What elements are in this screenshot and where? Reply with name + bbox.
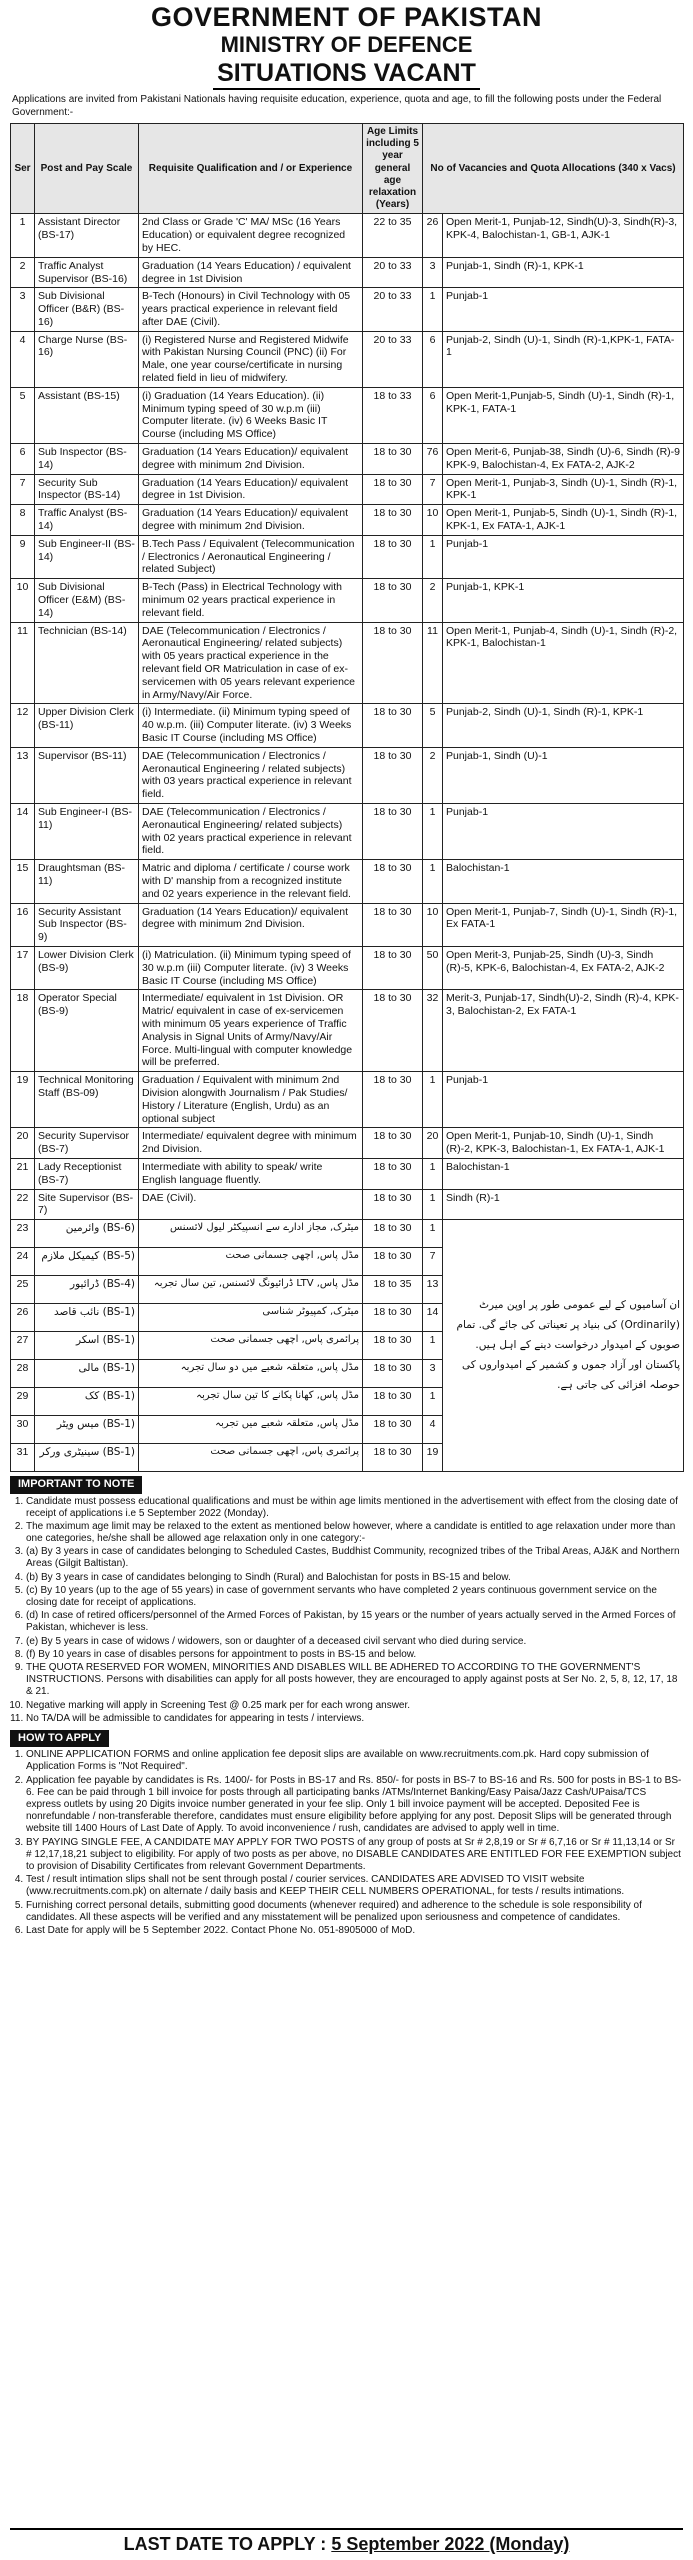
table-row	[11, 387, 684, 443]
list-item: 3. BY PAYING SINGLE FEE, A CANDIDATE MAY APPLY FOR TWO POSTS of any group of posts at Sr # 2,8,19 or Sr # 6,7,16 or Sr # 11,13,14 or Sr # 12,17,18,21 subject to eligibility. For apply of two posts as per above, no DISABLE CANDIDATES ARE ENTITLED FOR FEE EXEMPTION subject to provision of Disability Certificates from relevant Government Departments.	[26, 1837, 683, 1874]
row-vacancies: 19	[423, 1444, 443, 1472]
row-ser: 25	[11, 1276, 35, 1304]
row-vacancies: 3	[423, 257, 443, 288]
row-post: Assistant (BS-15)	[35, 387, 139, 443]
row-age: 18 to 30	[363, 1360, 423, 1388]
row-vacancies: 6	[423, 331, 443, 387]
table-row	[11, 1158, 684, 1189]
row-post: Upper Division Clerk (BS-11)	[35, 704, 139, 747]
row-age: 18 to 30	[363, 1189, 423, 1220]
row-qualification: Intermediate with ability to speak/ write English language fluently.	[139, 1158, 363, 1189]
row-age: 18 to 30	[363, 1220, 423, 1248]
row-post: Sub Inspector (BS-14)	[35, 444, 139, 475]
row-age: 18 to 30	[363, 474, 423, 505]
row-vacancies: 7	[423, 474, 443, 505]
row-age: 18 to 33	[363, 387, 423, 443]
row-quota: Punjab-1	[443, 535, 684, 578]
row-age: 18 to 30	[363, 903, 423, 946]
government-title: GOVERNMENT OF PAKISTAN	[150, 2, 542, 32]
row-ser: 12	[11, 704, 35, 747]
table-row	[11, 444, 684, 475]
row-age: 18 to 30	[363, 1248, 423, 1276]
table-row	[11, 903, 684, 946]
row-ser: 23	[11, 1220, 35, 1248]
list-item: 11. No TA/DA will be admissible to candidates for appearing in tests / interviews.	[26, 1713, 683, 1725]
situations-vacant-title: SITUATIONS VACANT	[213, 58, 480, 90]
row-age: 18 to 30	[363, 579, 423, 622]
row-post: (BS-4) ڈرائیور	[35, 1276, 139, 1304]
list-item: 9. THE QUOTA RESERVED FOR WOMEN, MINORITIES AND DISABLES WILL BE ADHERED TO ACCORDING TO THE GOVERNMENT'S INSTRUCTIONS. Persons with disabilities can apply for all posts however, they are encouraged to apply against posts at Ser No. 2, 5, 8, 12, 17, 18 & 21.	[26, 1662, 683, 1699]
row-ser: 15	[11, 860, 35, 903]
row-qualification: 2nd Class or Grade 'C' MA/ MSc (16 Years Education) or equivalent degree recognized by HEC.	[139, 214, 363, 257]
row-qualification: (i) Registered Nurse and Registered Midwife with Pakistan Nursing Council (PNC) (ii) For Male, one year course/certificate in nursing related field in lieu of midwifery.	[139, 331, 363, 387]
row-vacancies: 26	[423, 214, 443, 257]
table-row	[11, 747, 684, 803]
row-post: Supervisor (BS-11)	[35, 747, 139, 803]
list-item: 7. (e) By 5 years in case of widows / widowers, son or daughter of a deceased civil servant who died during service.	[26, 1636, 683, 1648]
table-row	[11, 1189, 684, 1220]
row-age: 18 to 30	[363, 990, 423, 1072]
row-ser: 9	[11, 535, 35, 578]
table-row	[11, 579, 684, 622]
row-ser: 29	[11, 1388, 35, 1416]
row-vacancies: 32	[423, 990, 443, 1072]
row-post: (BS-1) مالی	[35, 1360, 139, 1388]
table-row	[11, 288, 684, 331]
row-age: 18 to 30	[363, 704, 423, 747]
table-row	[11, 1128, 684, 1159]
row-qualification: میٹرک, کمپیوٹر شناسی	[139, 1304, 363, 1332]
row-qualification: DAE (Telecommunication / Electronics / Aeronautical Engineering/ related subjects) with 05 years practical experience in the relevant field OR Matriculation in case of ex-servicemen with 05 years relevant experience in Army/Navy/Air Force.	[139, 622, 363, 704]
row-qualification: Graduation (14 Years Education)/ equivalent degree in 1st Division.	[139, 474, 363, 505]
row-post: Security Assistant Sub Inspector (BS-9)	[35, 903, 139, 946]
ministry-title: MINISTRY OF DEFENCE	[220, 32, 473, 57]
row-age: 18 to 30	[363, 535, 423, 578]
notes-title: IMPORTANT TO NOTE	[10, 1476, 142, 1493]
row-quota: Punjab-1, Sindh (U)-1	[443, 747, 684, 803]
table-row	[11, 860, 684, 903]
row-ser: 14	[11, 803, 35, 859]
row-age: 20 to 33	[363, 288, 423, 331]
notes-list	[26, 1496, 683, 1725]
row-ser: 16	[11, 903, 35, 946]
row-post: Lady Receptionist (BS-7)	[35, 1158, 139, 1189]
row-post: Sub Divisional Officer (B&R) (BS-16)	[35, 288, 139, 331]
row-quota: Open Merit-1, Punjab-7, Sindh (U)-1, Sindh (R)-1, Ex FATA-1	[443, 903, 684, 946]
row-ser: 27	[11, 1332, 35, 1360]
row-vacancies: 1	[423, 535, 443, 578]
row-vacancies: 1	[423, 803, 443, 859]
row-vacancies: 2	[423, 747, 443, 803]
row-ser: 1	[11, 214, 35, 257]
row-post: (BS-1) سینیٹری ورکر	[35, 1444, 139, 1472]
row-vacancies: 1	[423, 1332, 443, 1360]
row-quota: Open Merit-1, Punjab-12, Sindh(U)-3, Sindh(R)-3, KPK-4, Balochistan-1, GB-1, AJK-1	[443, 214, 684, 257]
row-qualification: مڈل پاس, متعلقہ شعبے میں دو سال تجربہ	[139, 1360, 363, 1388]
row-post: Technician (BS-14)	[35, 622, 139, 704]
row-qualification: Graduation (14 Years Education)/ equivalent degree with minimum 2nd Division.	[139, 444, 363, 475]
last-date-footer	[10, 2528, 683, 2556]
row-age: 18 to 30	[363, 622, 423, 704]
row-qualification: Graduation (14 Years Education)/ equivalent degree with minimum 2nd Division.	[139, 505, 363, 536]
list-item: 5. Furnishing correct personal details, submitting good documents (whenever required) and adherence to the schedule is sole responsibility of candidates. All these aspects will be verified and any misstatement will be penalized upon seriousness and competence of candidates.	[26, 1900, 683, 1924]
row-post: Security Supervisor (BS-7)	[35, 1128, 139, 1159]
row-vacancies: 1	[423, 288, 443, 331]
row-age: 18 to 30	[363, 1128, 423, 1159]
row-age: 18 to 30	[363, 1416, 423, 1444]
row-age: 18 to 30	[363, 747, 423, 803]
row-qualification: (i) Graduation (14 Years Education). (ii) Minimum typing speed of 30 w.p.m (iii) Computer literate. (iv) 6 Weeks Basic IT Course (including MS Office)	[139, 387, 363, 443]
table-row	[11, 803, 684, 859]
list-item: 10. Negative marking will apply in Screening Test @ 0.25 mark per for each wrong answer.	[26, 1700, 683, 1712]
row-vacancies: 1	[423, 1189, 443, 1220]
list-item: 2. Application fee payable by candidates is Rs. 1400/- for Posts in BS-17 and Rs. 850/- for posts in BS-7 to BS-16 and Rs. 500 for posts in BS-1 to BS-6. Fee can be paid through 1 bill invoice for posts through all participating banks /ATMs/Internet Banking/Easy Paisa/Jazz Cash/UPaisa/TCS express outlets by using 20 Digits invoice number generated in your fee slip. Only 1 bill invoice payment will be accepted. Deposited Fee is nonrefundable / non-transferable therefore, candidates must ensure eligibility before applying for any post. Deposit Slips will be generated through website till 1400 Hours of Last Date of Apply. To avoid inconvenience / rush, candidates are advised to apply well in time.	[26, 1775, 683, 1836]
row-qualification: B-Tech (Honours) in Civil Technology with 05 years practical experience in relevant field after DAE (Civil).	[139, 288, 363, 331]
header	[10, 0, 683, 90]
row-ser: 7	[11, 474, 35, 505]
row-age: 18 to 30	[363, 946, 423, 989]
row-post: Assistant Director (BS-17)	[35, 214, 139, 257]
list-item: 8. (f) By 10 years in case of disables persons for appointment to posts in BS-15 and below.	[26, 1649, 683, 1661]
row-age: 18 to 30	[363, 444, 423, 475]
row-vacancies: 1	[423, 1158, 443, 1189]
row-ser: 18	[11, 990, 35, 1072]
last-date-value: 5 September 2022 (Monday)	[331, 2534, 570, 2555]
row-post: Security Sub Inspector (BS-14)	[35, 474, 139, 505]
row-qualification: Graduation (14 Years Education)/ equivalent degree with minimum 2nd Division.	[139, 903, 363, 946]
table-row	[11, 622, 684, 704]
list-item: 6. (d) In case of retired officers/personnel of the Armed Forces of Pakistan, by 15 years or the number of years actually served in the Armed Forces of Pakistan, whichever is less.	[26, 1610, 683, 1634]
row-quota: Punjab-2, Sindh (U)-1, Sindh (R)-1, KPK-1	[443, 704, 684, 747]
table-row	[11, 505, 684, 536]
list-item: 4. Test / result intimation slips shall not be sent through postal / courier services. CANDIDATES ARE ADVISED TO VISIT website (www.recruitments.com.pk) on alternate / daily basis and KEEP THEIR CELL NUMBERS OPERATIONAL, for tests / results intimations.	[26, 1874, 683, 1898]
row-quota: Punjab-1	[443, 803, 684, 859]
row-ser: 30	[11, 1416, 35, 1444]
row-post: Lower Division Clerk (BS-9)	[35, 946, 139, 989]
row-qualification: Intermediate/ equivalent degree with minimum 2nd Division.	[139, 1128, 363, 1159]
header-post: Post and Pay Scale	[35, 124, 139, 214]
table-row	[11, 214, 684, 257]
row-quota: Open Merit-6, Punjab-38, Sindh (U)-6, Sindh (R)-9 KPK-9, Balochistan-4, Ex FATA-2, AJK-2	[443, 444, 684, 475]
row-quota: Open Merit-1, Punjab-3, Sindh (U)-1, Sindh (R)-1, KPK-1	[443, 474, 684, 505]
row-age: 18 to 30	[363, 1304, 423, 1332]
row-age: 18 to 30	[363, 860, 423, 903]
row-qualification: Graduation (14 Years Education) / equivalent degree in 1st Division	[139, 257, 363, 288]
list-item: 1. ONLINE APPLICATION FORMS and online application fee deposit slips are available on www.recruitments.com.pk. Hard copy submission of Application Forms is "Not Required".	[26, 1749, 683, 1773]
row-vacancies: 10	[423, 505, 443, 536]
row-age: 18 to 30	[363, 1158, 423, 1189]
row-ser: 10	[11, 579, 35, 622]
row-vacancies: 2	[423, 579, 443, 622]
row-quota: Balochistan-1	[443, 1158, 684, 1189]
row-qualification: Intermediate/ equivalent in 1st Division. OR Matric/ equivalent in case of ex-servicemen with minimum 05 years experience of Traffic Analysis in Signal Units of Army/Navy/Air Force. Multi-lingual with computer knowledge will be preferred.	[139, 990, 363, 1072]
apply-list	[26, 1749, 683, 1937]
row-ser: 19	[11, 1072, 35, 1128]
row-age: 20 to 33	[363, 331, 423, 387]
row-ser: 13	[11, 747, 35, 803]
row-age: 22 to 35	[363, 214, 423, 257]
row-quota: Balochistan-1	[443, 860, 684, 903]
row-post: (BS-1) کک	[35, 1388, 139, 1416]
row-vacancies: 6	[423, 387, 443, 443]
row-qualification: DAE (Telecommunication / Electronics / Aeronautical Engineering / related subjects) with 03 years practical experience in relevant field.	[139, 747, 363, 803]
row-post: Operator Special (BS-9)	[35, 990, 139, 1072]
urdu-quota-note: ان آسامیوں کے لیے عمومی طور پر اوپن میرٹ (Ordinarily) کی بنیاد پر تعیناتی کی جائے گی. تمام صوبوں کے امیدوار درخواست دینے کے اہل ہیں. پاکستان اور آزاد جموں و کشمیر کے امیدواروں کی حوصلہ افزائی کی جاتی ہے.	[443, 1220, 684, 1472]
row-post: Technical Monitoring Staff (BS-09)	[35, 1072, 139, 1128]
table-row	[11, 1220, 684, 1248]
row-vacancies: 1	[423, 860, 443, 903]
row-vacancies: 7	[423, 1248, 443, 1276]
table-row	[11, 474, 684, 505]
row-qualification: Graduation / Equivalent with minimum 2nd Division alongwith Journalism / Pak Studies/ History / Literature (English, Urdu) as an optional subject	[139, 1072, 363, 1128]
apply-title: HOW TO APPLY	[10, 1730, 109, 1747]
row-vacancies: 1	[423, 1388, 443, 1416]
row-quota: Punjab-1, KPK-1	[443, 579, 684, 622]
row-ser: 3	[11, 288, 35, 331]
row-quota: Open Merit-3, Punjab-25, Sindh (U)-3, Sindh (R)-5, KPK-6, Balochistan-4, Ex FATA-2, AJK-2	[443, 946, 684, 989]
row-age: 18 to 30	[363, 1072, 423, 1128]
row-quota: Punjab-1	[443, 288, 684, 331]
row-ser: 11	[11, 622, 35, 704]
row-vacancies: 3	[423, 1360, 443, 1388]
row-post: Sub Engineer-I (BS-11)	[35, 803, 139, 859]
row-quota: Punjab-1	[443, 1072, 684, 1128]
row-vacancies: 1	[423, 1220, 443, 1248]
table-header-row	[11, 124, 684, 214]
header-ser: Ser	[11, 124, 35, 214]
row-vacancies: 4	[423, 1416, 443, 1444]
row-vacancies: 13	[423, 1276, 443, 1304]
list-item: 1. Candidate must possess educational qualifications and must be within age limits mentioned in the advertisement with effect from the closing date of receipt of applications i.e 5 September 2022 (Monday).	[26, 1496, 683, 1520]
row-post: Draughtsman (BS-11)	[35, 860, 139, 903]
row-qualification: (i) Intermediate. (ii) Minimum typing speed of 40 w.p.m. (iii) Computer literate. (iv) 3 Weeks Basic IT Course (including MS Office)	[139, 704, 363, 747]
row-quota: Merit-3, Punjab-17, Sindh(U)-2, Sindh (R)-4, KPK-3, Balochistan-2, Ex FATA-1	[443, 990, 684, 1072]
table-row	[11, 990, 684, 1072]
row-vacancies: 1	[423, 1072, 443, 1128]
row-vacancies: 20	[423, 1128, 443, 1159]
header-qualification: Requisite Qualification and / or Experience	[139, 124, 363, 214]
row-age: 18 to 30	[363, 1388, 423, 1416]
row-vacancies: 50	[423, 946, 443, 989]
row-qualification: B-Tech (Pass) in Electrical Technology with minimum 02 years practical experience in relevant field.	[139, 579, 363, 622]
row-quota: Open Merit-1, Punjab-5, Sindh (U)-1, Sindh (R)-1, KPK-1, Ex FATA-1, AJK-1	[443, 505, 684, 536]
row-quota: Punjab-1, Sindh (R)-1, KPK-1	[443, 257, 684, 288]
row-qualification: مڈل پاس, کھانا پکانے کا تین سال تجربہ	[139, 1388, 363, 1416]
list-item: 2. The maximum age limit may be relaxed to the extent as mentioned below however, where a candidate is entitled to age relaxation under more than one categories, he/she shall be allowed age relaxation only in one category:-	[26, 1521, 683, 1545]
row-vacancies: 11	[423, 622, 443, 704]
row-ser: 4	[11, 331, 35, 387]
row-vacancies: 10	[423, 903, 443, 946]
row-qualification: B.Tech Pass / Equivalent (Telecommunication / Electronics / Aeronautical Engineering / related Subject)	[139, 535, 363, 578]
row-vacancies: 5	[423, 704, 443, 747]
row-ser: 28	[11, 1360, 35, 1388]
row-vacancies: 14	[423, 1304, 443, 1332]
row-ser: 8	[11, 505, 35, 536]
list-item: 5. (c) By 10 years (up to the age of 55 years) in case of government servants who have completed 2 years continuous government service on the closing date for receipt of applications.	[26, 1585, 683, 1609]
row-qualification: میٹرک, مجاز ادارے سے انسپیکٹر لیول لائسنس	[139, 1220, 363, 1248]
row-post: Charge Nurse (BS-16)	[35, 331, 139, 387]
row-quota: Sindh (R)-1	[443, 1189, 684, 1220]
row-ser: 21	[11, 1158, 35, 1189]
row-post: (BS-1) اسکر	[35, 1332, 139, 1360]
row-post: Traffic Analyst Supervisor (BS-16)	[35, 257, 139, 288]
row-post: Sub Divisional Officer (E&M) (BS-14)	[35, 579, 139, 622]
row-qualification: پرائمری پاس, اچھی جسمانی صحت	[139, 1332, 363, 1360]
row-qualification: DAE (Telecommunication / Electronics / Aeronautical Engineering/ related subjects) with 02 years practical experience in relevant field.	[139, 803, 363, 859]
list-item: 6. Last Date for apply will be 5 September 2022. Contact Phone No. 051-8905000 of MoD.	[26, 1925, 683, 1937]
row-post: (BS-1) میس ویٹر	[35, 1416, 139, 1444]
row-ser: 24	[11, 1248, 35, 1276]
vacancies-table	[10, 123, 684, 1472]
row-age: 18 to 30	[363, 505, 423, 536]
row-post: Traffic Analyst (BS-14)	[35, 505, 139, 536]
row-age: 18 to 35	[363, 1276, 423, 1304]
row-quota: Open Merit-1, Punjab-4, Sindh (U)-1, Sindh (R)-2, KPK-1, Balochistan-1	[443, 622, 684, 704]
row-ser: 5	[11, 387, 35, 443]
row-ser: 17	[11, 946, 35, 989]
row-ser: 26	[11, 1304, 35, 1332]
row-qualification: مڈل پاس, LTV ڈرائیونگ لائسنس, تین سال تجربہ	[139, 1276, 363, 1304]
row-ser: 6	[11, 444, 35, 475]
table-row	[11, 331, 684, 387]
row-post: (BS-6) وائرمین	[35, 1220, 139, 1248]
header-quota: No of Vacancies and Quota Allocations (340 x Vacs)	[423, 124, 684, 214]
row-age: 18 to 30	[363, 803, 423, 859]
list-item: 4. (b) By 3 years in case of candidates belonging to Sindh (Rural) and Balochistan for posts in BS-15 and below.	[26, 1572, 683, 1584]
row-vacancies: 76	[423, 444, 443, 475]
row-qualification: مڈل پاس, اچھی جسمانی صحت	[139, 1248, 363, 1276]
table-row	[11, 535, 684, 578]
row-post: (BS-1) نائب قاصد	[35, 1304, 139, 1332]
list-item: 3. (a) By 3 years in case of candidates belonging to Scheduled Castes, Buddhist Community, recognized tribes of the Tribal Areas, AJ&K and Northern Areas (Gilgit Baltistan).	[26, 1546, 683, 1570]
row-qualification: (i) Matriculation. (ii) Minimum typing speed of 30 w.p.m (iii) Computer literate. (iv) 3 Weeks Basic IT Course (including MS Office)	[139, 946, 363, 989]
row-post: Site Supervisor (BS-7)	[35, 1189, 139, 1220]
row-age: 18 to 30	[363, 1332, 423, 1360]
row-ser: 31	[11, 1444, 35, 1472]
row-post: Sub Engineer-II (BS-14)	[35, 535, 139, 578]
table-row	[11, 704, 684, 747]
row-ser: 22	[11, 1189, 35, 1220]
table-row	[11, 257, 684, 288]
table-row	[11, 946, 684, 989]
row-qualification: Matric and diploma / certificate / course work with D' manship from a recognized institute and 02 years experience in the relevant field.	[139, 860, 363, 903]
intro-text: Applications are invited from Pakistani Nationals having requisite education, experience, quota and age, to fill the following posts under the Federal Government:-	[12, 94, 662, 118]
row-qualification: DAE (Civil).	[139, 1189, 363, 1220]
row-age: 20 to 33	[363, 257, 423, 288]
header-age: Age Limits including 5 year general age relaxation (Years)	[363, 124, 423, 214]
row-qualification: مڈل پاس, متعلقہ شعبے میں تجربہ	[139, 1416, 363, 1444]
row-quota: Open Merit-1, Punjab-10, Sindh (U)-1, Sindh (R)-2, KPK-3, Balochistan-1, Ex FATA-1, AJK-1	[443, 1128, 684, 1159]
row-qualification: پرائمری پاس, اچھی جسمانی صحت	[139, 1444, 363, 1472]
row-quota: Punjab-2, Sindh (U)-1, Sindh (R)-1,KPK-1, FATA-1	[443, 331, 684, 387]
last-date-label: LAST DATE TO APPLY :	[123, 2534, 332, 2555]
row-ser: 20	[11, 1128, 35, 1159]
row-post: (BS-5) کیمیکل ملازم	[35, 1248, 139, 1276]
row-quota: Open Merit-1,Punjab-5, Sindh (U)-1, Sindh (R)-1, KPK-1, FATA-1	[443, 387, 684, 443]
row-age: 18 to 30	[363, 1444, 423, 1472]
table-row	[11, 1072, 684, 1128]
row-ser: 2	[11, 257, 35, 288]
